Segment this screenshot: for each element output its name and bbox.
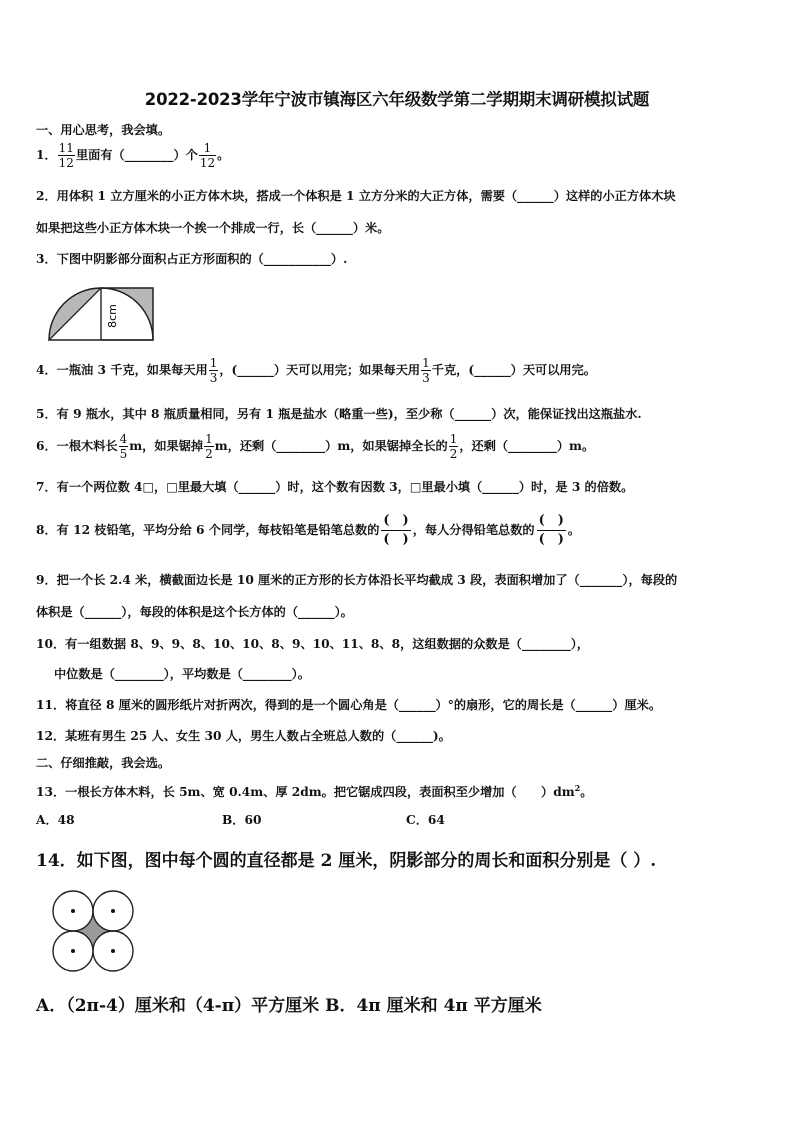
question-4: 4．一瓶油 3 千克，如果每天用 $\frac{1}{3}$ ，(______）天可以用完；如果每天用 $\frac{1}{3}$ 千克，(______）天可以用完。 bbox=[36, 356, 596, 385]
q6-fraction-3: $\frac{1}{2}$ bbox=[449, 432, 458, 461]
question-10-line-2: 中位数是（________），平均数是（________）。 bbox=[54, 667, 310, 681]
shaded-center-region bbox=[73, 911, 113, 951]
option-a: A．48 bbox=[36, 813, 75, 827]
q4-fraction-1: $\frac{1}{3}$ bbox=[209, 356, 218, 385]
section-2-heading: 二、仔细推敲，我会选。 bbox=[36, 756, 171, 770]
center-dot bbox=[71, 909, 75, 913]
question-1: 1． $\frac{11}{12}$ 里面有（________）个 $\frac{1}{12}$ 。 bbox=[36, 141, 230, 170]
question-7: 7．有一个两位数 4□，□里最大填（______）时，这个数有因数 3，□里最小填（______）时，是 3 的倍数。 bbox=[36, 480, 634, 494]
question-12: 12．某班有男生 25 人、女生 30 人，男生人数占全班总人数的（______)。 bbox=[36, 729, 451, 743]
question-5: 5．有 9 瓶水，其中 8 瓶质量相同，另有 1 瓶是盐水（略重一些)，至少称（______）次，能保证找出这瓶盐水. bbox=[36, 407, 642, 421]
semicircle-square-figure bbox=[44, 286, 154, 342]
question-9-line-2: 体积是（______），每段的体积是这个长方体的（______）。 bbox=[36, 605, 353, 619]
question-6: 6．一根木料长 $\frac{4}{5}$ m，如果锯掉 $\frac{1}{2}$ m，还剩（________）m，如果锯掉全长的 $\frac{1}{2}$ ，还剩（________）m。 bbox=[36, 432, 595, 461]
question-3: 3．下图中阴影部分面积占正方形面积的（___________）. bbox=[36, 252, 348, 266]
q6-fraction-1: $\frac{4}{5}$ bbox=[119, 432, 128, 461]
question-9-line-1: 9．把一个长 2.4 米，横截面边长是 10 厘米的正方形的长方体沿长平均截成 3 段，表面积增加了（_______），每段的 bbox=[36, 573, 678, 587]
question-8: 8．有 12 枝铅笔，平均分给 6 个同学，每枝铅笔是铅笔总数的 $\frac{( )}{( )}$ ，每人分得铅笔总数的 $\frac{( )}{( )}$ 。 bbox=[36, 513, 581, 547]
center-dot bbox=[71, 949, 75, 953]
q4-fraction-2: $\frac{1}{3}$ bbox=[422, 356, 430, 385]
side-length-label: 8cm bbox=[106, 304, 119, 328]
q1-fraction-1: $\frac{11}{12}$ bbox=[58, 141, 74, 170]
question-13: 13．一根长方体木料，长 5m、宽 0.4m、厚 2dm。把它锯成四段，表面积至少增加（ ）$dm^2$。 bbox=[36, 783, 593, 800]
center-dot bbox=[111, 909, 115, 913]
four-circles-figure bbox=[52, 890, 134, 972]
section-1-heading: 一、用心思考，我会填。 bbox=[36, 123, 171, 137]
q1-text: 里面有（________）个 bbox=[75, 148, 198, 162]
question-14: 14．如下图，图中每个圆的直径都是 2 厘米，阴影部分的周长和面积分别是（ ）. bbox=[36, 851, 657, 871]
center-dot bbox=[111, 949, 115, 953]
question-2-line-1: 2．用体积 1 立方厘米的小正方体木块，搭成一个体积是 1 立方分米的大正方体，需要（______）这样的小正方体木块 bbox=[36, 189, 676, 203]
option-b: B．60 bbox=[222, 813, 262, 827]
question-2-line-2: 如果把这些小正方体木块一个挨一个排成一行，长（______）米。 bbox=[36, 221, 390, 235]
page-title: 2022-2023学年宁波市镇海区六年级数学第二学期期末调研模拟试题 bbox=[144, 90, 650, 109]
q1-prefix: 1． bbox=[36, 148, 57, 162]
question-10-line-1: 10．有一组数据 8、9、9、8、10、10、8、9、10、11、8、8，这组数据的众数是（________）， bbox=[36, 637, 589, 651]
q1-fraction-2: $\frac{1}{12}$ bbox=[199, 141, 216, 170]
option-c: C．64 bbox=[406, 813, 445, 827]
q8-blank-fraction-1: $\frac{( )}{( )}$ bbox=[383, 513, 409, 547]
question-11: 11．将直径 8 厘米的圆形纸片对折两次，得到的是一个圆心角是（______）°的扇形，它的周长是（______）厘米。 bbox=[36, 698, 662, 712]
q6-fraction-2: $\frac{1}{2}$ bbox=[205, 432, 213, 461]
question-14-options: A．（2π-4）厘米和（4-π）平方厘米 B．4π 厘米和 4π 平方厘米 bbox=[36, 996, 542, 1016]
q8-blank-fraction-2: $\frac{( )}{( )}$ bbox=[538, 513, 564, 547]
